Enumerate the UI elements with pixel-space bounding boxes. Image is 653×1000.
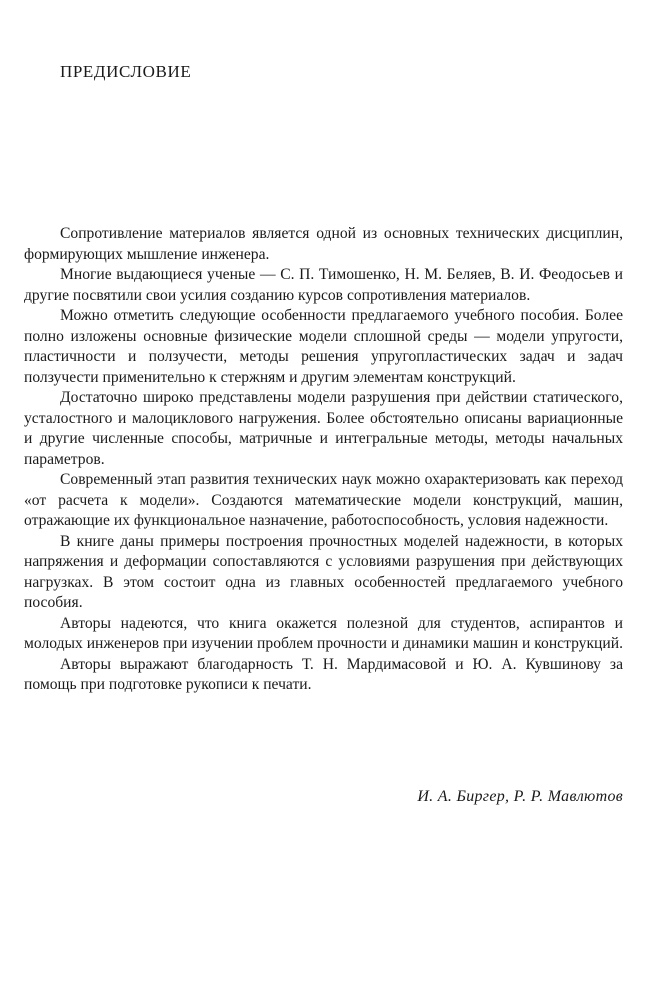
paragraph: Многие выдающиеся ученые — С. П. Тимошенко, Н. М. Беляев, В. И. Феодосьев и другие посвятили свои усилия созданию курсов сопротивления материалов. bbox=[24, 266, 623, 304]
authors-signature: И. А. Биргер, Р. Р. Мавлютов bbox=[417, 788, 623, 805]
paragraph: Можно отметить следующие особенности предлагаемого учебного пособия. Более полно изложены основные физические модели сплошной среды — модели упругости, пластичности и ползучести, методы решения упругопластических задач и задач ползучести применительно к стержням и другим элементам конструкций. bbox=[24, 307, 623, 386]
paragraph: В книге даны примеры построения прочностных моделей надежности, в которых напряжения и деформации сопоставляются с условиями разрушения при действующих нагрузках. В этом состоит одна из главных особенностей предлагаемого учебного пособия. bbox=[24, 532, 623, 611]
preface-body bbox=[24, 224, 623, 696]
page-title: ПРЕДИСЛОВИЕ bbox=[60, 62, 192, 81]
paragraph: Сопротивление материалов является одной из основных технических дисциплин, формирующих мышление инженера. bbox=[24, 225, 623, 263]
paragraph: Современный этап развития технических наук можно охарактеризовать как переход «от расчета к модели». Создаются математические модели конструкций, машин, отражающие их функциональное назначение, работоспособность, условия надежности. bbox=[24, 471, 623, 529]
paragraph: Достаточно широко представлены модели разрушения при действии статического, усталостного и малоциклового нагружения. Более обстоятельно описаны вариационные и другие численные способы, матричные и интегральные методы, методы начальных параметров. bbox=[24, 389, 623, 468]
paragraph: Авторы выражают благодарность Т. Н. Мардимасовой и Ю. А. Кувшинову за помощь при подготовке рукописи к печати. bbox=[24, 655, 623, 693]
paragraph: Авторы надеются, что книга окажется полезной для студентов, аспирантов и молодых инженеров при изучении проблем прочности и динамики машин и конструкций. bbox=[24, 614, 623, 652]
